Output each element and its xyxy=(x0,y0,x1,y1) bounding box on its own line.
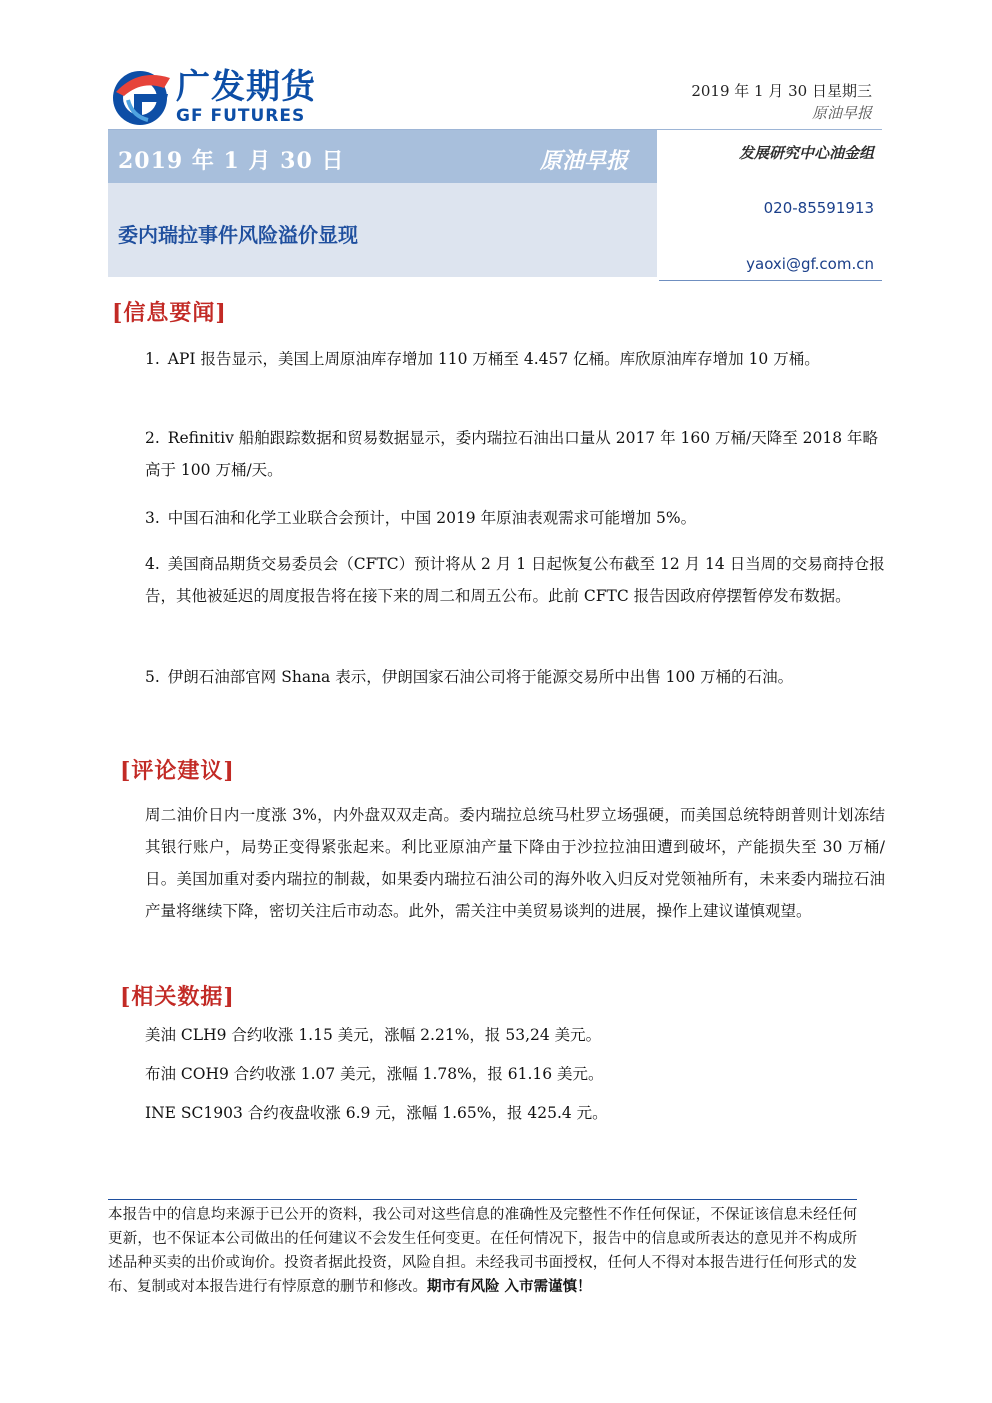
band-date: 2019 年 1 月 30 日 xyxy=(118,148,345,174)
news-item xyxy=(145,548,885,612)
data-line: 布油 COH9 合约收涨 1.07 美元，涨幅 1.78%，报 61.16 美元。 xyxy=(145,1065,604,1083)
research-team: 发展研究中心油金组 xyxy=(738,144,874,162)
disclaimer xyxy=(108,1203,857,1299)
contact-rule xyxy=(659,280,882,281)
news-item xyxy=(145,422,885,486)
section-title-news: [信息要闻] xyxy=(112,300,227,326)
news-item-number: 2. xyxy=(145,429,160,447)
news-item-text: 美国商品期货交易委员会（CFTC）预计将从 2 月 1 日起恢复公布截至 12 月 14 日当周的交易商持仓报告，其他被延迟的周度报告将在接下来的周二和周五公布。此前 CFTC 报告因政府停摆暂停发布数据。 xyxy=(145,555,885,605)
brand-name-cn: 广发期货 xyxy=(176,67,316,107)
news-item-number: 3. xyxy=(145,509,160,527)
news-item xyxy=(145,343,885,375)
band-report-type: 原油早报 xyxy=(540,148,629,174)
news-item-text: 中国石油和化学工业联合会预计，中国 2019 年原油表观需求可能增加 5%。 xyxy=(167,509,697,527)
data-line: INE SC1903 合约夜盘收涨 6.9 元，涨幅 1.65%，报 425.4 元。 xyxy=(145,1104,608,1122)
header-report-type: 原油早报 xyxy=(811,104,872,122)
contact-phone: 020-85591913 xyxy=(763,199,874,217)
header-date: 2019 年 1 月 30 日星期三 xyxy=(691,82,872,100)
news-item-text: Refinitiv 船舶跟踪数据和贸易数据显示，委内瑞拉石油出口量从 2017 年 160 万桶/天降至 2018 年略高于 100 万桶/天。 xyxy=(145,429,879,479)
news-item-number: 4. xyxy=(145,555,160,573)
brand-name-en: GF FUTURES xyxy=(176,106,306,126)
disclaimer-text: 本报告中的信息均来源于已公开的资料，我公司对这些信息的准确性及完整性不作任何保证，不保证该信息未经任何更新，也不保证本公司做出的任何建议不会发生任何变更。在任何情况下，报告中的信息或所表达的意见并不构成所述品种买卖的出价或询价。投资者据此投资，风险自担。未经我司书面授权，任何人不得对本报告进行任何形式的发布、复制或对本报告进行有悖原意的删节和修改。 xyxy=(108,1207,857,1295)
comment-paragraph: 周二油价日内一度涨 3%，内外盘双双走高。委内瑞拉总统马杜罗立场强硬，而美国总统特朗普则计划冻结其银行账户，局势正变得紧张起来。利比亚原油产量下降由于沙拉拉油田遭到破坏，产能损失至 30 万桶/日。美国加重对委内瑞拉的制裁，如果委内瑞拉石油公司的海外收入归反对党领袖所有，未来委内瑞拉石油产量将继续下降，密切关注后市动态。此外，需关注中美贸易谈判的进展，操作上建议谨慎观望。 xyxy=(145,806,885,920)
disclaimer-rule xyxy=(108,1199,857,1200)
news-item-text: 伊朗石油部官网 Shana 表示，伊朗国家石油公司将于能源交易所中出售 100 万桶的石油。 xyxy=(167,668,794,686)
report-headline: 委内瑞拉事件风险溢价显现 xyxy=(118,223,358,247)
news-item xyxy=(145,502,885,534)
section-title-data: [相关数据] xyxy=(120,984,235,1010)
news-item-number: 1. xyxy=(145,350,160,368)
news-item xyxy=(145,661,885,693)
news-item-number: 5. xyxy=(145,668,160,686)
data-line: 美油 CLH9 合约收涨 1.15 美元，涨幅 2.21%，报 53,24 美元。 xyxy=(145,1026,602,1044)
disclaimer-emphasis: 期市有风险 入市需谨慎！ xyxy=(427,1278,592,1295)
news-item-text: API 报告显示，美国上周原油库存增加 110 万桶至 4.457 亿桶。库欣原油库存增加 10 万桶。 xyxy=(167,350,820,368)
contact-email[interactable]: yaoxi@gf.com.cn xyxy=(746,255,874,273)
section-title-comment: [评论建议] xyxy=(120,758,235,784)
